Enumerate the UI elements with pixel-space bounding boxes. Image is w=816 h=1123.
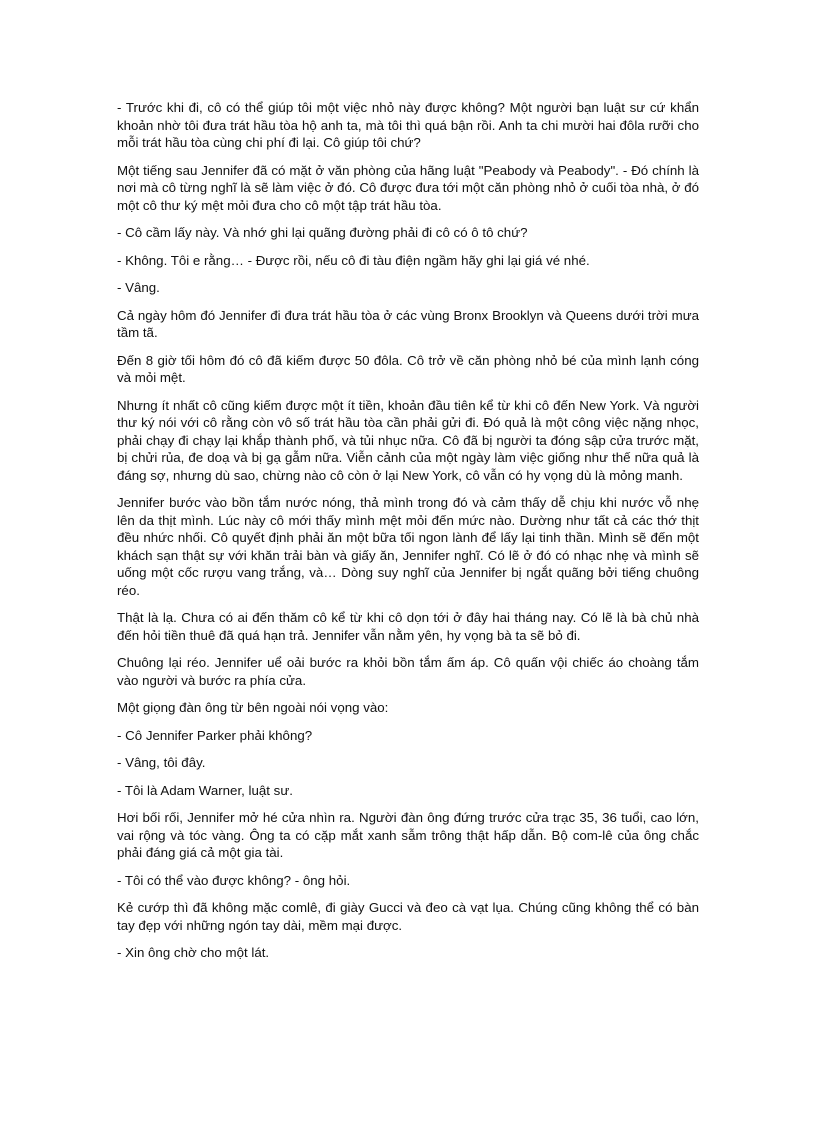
paragraph: - Không. Tôi e rằng… - Được rồi, nếu cô đi tàu điện ngầm hãy ghi lại giá vé nhé.	[117, 252, 590, 268]
paragraph: Nhưng ít nhất cô cũng kiếm được một ít tiền, khoản đầu tiên kể từ khi cô đến New York. Và người thư ký nói với cô rằng còn vô số trát hầu tòa cần phải gửi đi. Đó quả là một công việc nặng nhọc, phải chạy đi chạy lại khắp thành phố, và tủi nhục nữa. Cô đã bị người ta đóng sập cửa trước mặt, bị chửi rủa, đe doạ và bị gạ gẫm nữa. Viễn cảnh của một ngày làm việc giống như thế nữa quả là đáng sợ, nhưng dù sao, chừng nào cô còn ở lại New York, cô vẫn có hy vọng dù là mỏng manh.	[117, 397, 699, 483]
paragraph: Đến 8 giờ tối hôm đó cô đã kiếm được 50 đôla. Cô trở về căn phòng nhỏ bé của mình lạnh cóng và mỏi mệt.	[117, 352, 699, 385]
paragraph: Kẻ cướp thì đã không mặc comlê, đi giày Gucci và đeo cà vạt lụa. Chúng cũng không thể có bàn tay đẹp với những ngón tay dài, mềm mại được.	[117, 900, 699, 933]
paragraph: - Vâng, tôi đây.	[117, 755, 206, 770]
paragraph: - Tôi là Adam Warner, luật sư.	[117, 782, 293, 798]
paragraph: Một giọng đàn ông từ bên ngoài nói vọng vào:	[117, 700, 389, 715]
paragraph: - Xin ông chờ cho một lát.	[117, 945, 270, 960]
paragraph: - Cô cầm lấy này. Và nhớ ghi lại quãng đường phải đi cô có ô tô chứ?	[117, 225, 528, 240]
paragraph: Một tiếng sau Jennifer đã có mặt ở văn phòng của hãng luật "Peabody và Peabody". - Đó chính là nơi mà cô từng nghĩ là sẽ làm việc ở đó. Cô được đưa tới một căn phòng nhỏ ở cuối tòa nhà, ở đó một cô thư ký mệt mỏi đưa cho cô một tập trát hầu tòa.	[117, 162, 699, 213]
paragraph: Thật là lạ. Chưa có ai đến thăm cô kể từ khi cô dọn tới ở đây hai tháng nay. Có lẽ là bà chủ nhà đến hỏi tiền thuê đã quá hạn trả. Jennifer vẫn nằm yên, hy vọng bà ta sẽ bỏ đi.	[117, 610, 699, 643]
paragraph: Hơi bối rối, Jennifer mở hé cửa nhìn ra. Người đàn ông đứng trước cửa trạc 35, 36 tuổi, cao lớn, vai rộng và tóc vàng. Ông ta có cặp mắt xanh sẫm trông thật hấp dẫn. Bộ com-lê của ông chắc phải đáng giá cả một gia tài.	[117, 810, 699, 860]
document-page	[117, 99, 699, 972]
paragraph: - Cô Jennifer Parker phải không?	[117, 727, 313, 743]
paragraph: Jennifer bước vào bồn tắm nước nóng, thả mình trong đó và cảm thấy dễ chịu khi nước vỗ nhẹ lên da thịt mình. Lúc này cô mới thấy mình mệt mỏi đến mức nào. Dường như tất cả các thớ thịt đều nhức nhối. Cô quyết định phải ăn một bữa tối ngon lành để lấy lại tinh thần. Mình sẽ đến một khách sạn thật sự với khăn trải bàn và giấy ăn, Jennifer nghĩ. Có lẽ ở đó có nhạc nhẹ và mình sẽ uống một cốc rượu vang trắng, và… Dòng suy nghĩ của Jennifer bị ngắt quãng bởi tiếng chuông réo.	[117, 495, 699, 598]
paragraph: - Trước khi đi, cô có thể giúp tôi một việc nhỏ này được không? Một người bạn luật sư cứ khẩn khoản nhờ tôi đưa trát hầu tòa hộ anh ta, mà tôi thì quá bận rồi. Anh ta chi mười hai đôla rưỡi cho mỗi trát hầu tòa cùng chi phí đi lại. Cô giúp tôi chứ?	[117, 100, 699, 150]
paragraph: - Vâng.	[117, 280, 160, 295]
paragraph: - Tôi có thể vào được không? - ông hỏi.	[117, 872, 351, 888]
paragraph: Cả ngày hôm đó Jennifer đi đưa trát hầu tòa ở các vùng Bronx Brooklyn và Queens dưới trời mưa tầm tã.	[117, 307, 699, 340]
paragraph: Chuông lại réo. Jennifer uể oải bước ra khỏi bồn tắm ấm áp. Cô quấn vội chiếc áo choàng tắm vào người và bước ra phía cửa.	[117, 655, 699, 688]
